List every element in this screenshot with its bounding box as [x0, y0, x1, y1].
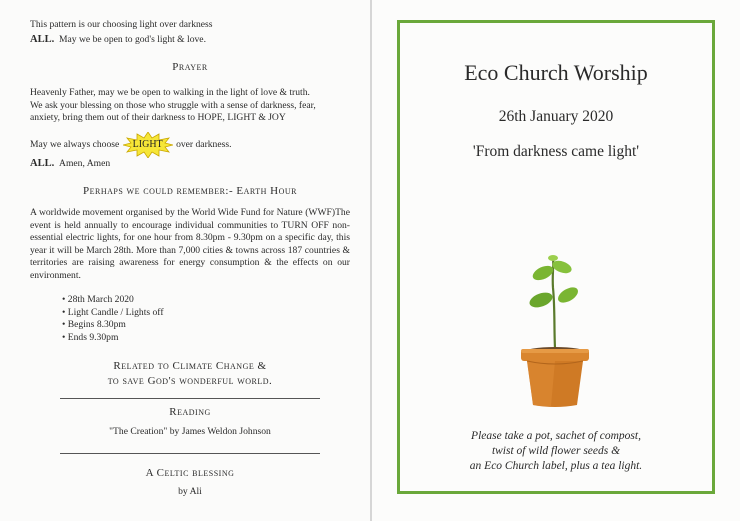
celtic-blessing-author: by Ali — [178, 486, 202, 497]
light-star-badge — [123, 136, 173, 154]
choose-before-text: May we always choose — [30, 139, 120, 151]
cover-title: Eco Church Worship — [464, 60, 648, 85]
list-item: • 28th March 2020 — [62, 294, 262, 307]
response-all-2 — [30, 158, 350, 171]
note-line: twist of wild flower seeds & — [491, 445, 621, 457]
note-line: Please take a pot, sachet of compost, — [471, 430, 641, 442]
note-line: an Eco Church label, plus a tea light. — [469, 460, 643, 472]
climate-line-2: to save God's wonderful world. — [107, 375, 273, 387]
earth-hour-paragraph: A worldwide movement organised by the World Wide Fund for Nature (WWF)The event is held annually to encourage individual communities to TURN OFF non-essential electric lights, for one hour from 8.30pm - 9.30pm on a specific day, this year it will be March 28th. More than 7,000 cities & towns across 187 countries & territories are raising awareness for energy consumption & the effects on our environment. — [30, 207, 350, 281]
cover-date: 26th January 2020 — [498, 108, 614, 125]
light-badge-text: LIGHT — [132, 139, 163, 150]
divider — [60, 398, 320, 399]
prayer-line: anxiety, bring them out of their darkness to HOPE, LIGHT & JOY — [30, 112, 286, 124]
list-item: • Begins 8.30pm — [62, 319, 262, 332]
prayer-heading: Prayer — [172, 61, 208, 73]
cover-note — [397, 429, 715, 474]
all-text: Amen, Amen — [59, 158, 111, 169]
reading-heading: Reading — [169, 406, 211, 418]
list-item: • Ends 9.30pm — [62, 332, 262, 345]
reading-text: "The Creation" by James Weldon Johnson — [109, 426, 271, 437]
all-label: ALL. — [30, 34, 55, 45]
all-text: May we be open to god's light & love. — [59, 34, 206, 45]
potted-seedling-icon — [515, 253, 595, 411]
choose-after-text: over darkness. — [176, 139, 232, 151]
celtic-blessing-heading: A Celtic blessing — [145, 467, 235, 479]
response-all-1 — [30, 34, 350, 47]
pattern-line: This pattern is our choosing light over darkness — [30, 19, 213, 30]
choose-light-line — [30, 136, 350, 154]
cover-theme: 'From darkness came light' — [472, 143, 640, 160]
earth-hour-details — [62, 294, 262, 344]
earth-hour-heading: Perhaps we could remember:- Earth Hour — [83, 185, 297, 197]
prayer-text — [30, 87, 350, 125]
list-item: • Light Candle / Lights off — [62, 307, 262, 320]
climate-line-1: Related to Climate Change & — [113, 360, 267, 372]
divider — [60, 453, 320, 454]
prayer-line: We ask your blessing on those who struggle with a sense of darkness, fear, — [30, 99, 316, 111]
prayer-line: Heavenly Father, may we be open to walking in the light of love & truth. — [30, 87, 310, 98]
all-label: ALL. — [30, 158, 55, 169]
